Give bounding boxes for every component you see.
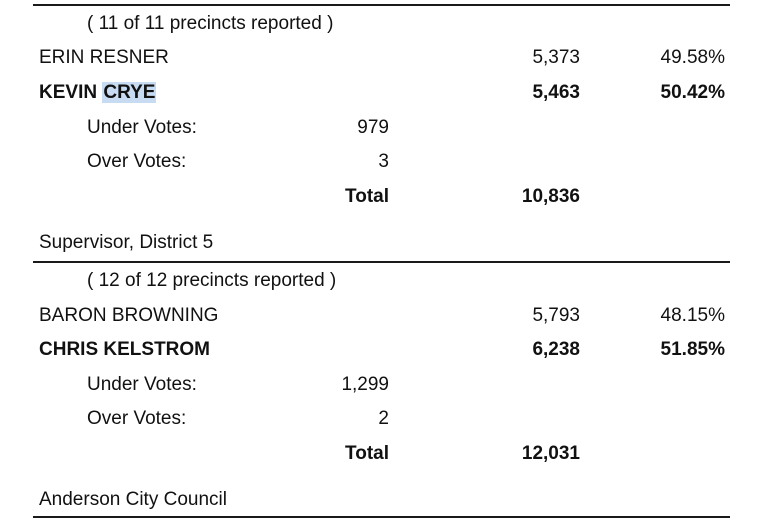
race-title: Anderson City Council xyxy=(39,489,227,510)
total-label: Total xyxy=(345,186,389,207)
candidate-votes: 5,793 xyxy=(532,305,580,326)
candidate-name: ERIN RESNER xyxy=(39,47,169,68)
section-divider xyxy=(33,516,730,518)
candidate-name: BARON BROWNING xyxy=(39,305,219,326)
candidate-percent: 48.15% xyxy=(660,305,725,326)
under-votes-label: Under Votes: xyxy=(87,374,197,395)
precincts-reported: ( 12 of 12 precincts reported ) xyxy=(87,270,337,291)
candidate-name-text: KEVIN xyxy=(39,82,103,103)
total-label: Total xyxy=(345,443,389,464)
candidate-votes: 6,238 xyxy=(532,339,580,360)
candidate-percent: 49.58% xyxy=(660,47,725,68)
over-votes-label: Over Votes: xyxy=(87,151,187,172)
race-title: Supervisor, District 5 xyxy=(39,232,214,253)
section-divider xyxy=(33,261,730,263)
candidate-name-winner: CHRIS KELSTROM xyxy=(39,339,210,360)
selected-text-highlight[interactable]: CRYE xyxy=(103,82,156,103)
over-votes-label: Over Votes: xyxy=(87,408,187,429)
total-value: 12,031 xyxy=(521,443,580,464)
section-divider xyxy=(33,4,730,6)
candidate-votes: 5,463 xyxy=(532,82,580,103)
precincts-reported: ( 11 of 11 precincts reported ) xyxy=(87,13,334,34)
candidate-votes: 5,373 xyxy=(532,47,580,68)
candidate-percent: 50.42% xyxy=(660,82,725,103)
over-votes-value: 2 xyxy=(378,408,389,429)
total-value: 10,836 xyxy=(521,186,580,207)
under-votes-label: Under Votes: xyxy=(87,117,197,138)
under-votes-value: 1,299 xyxy=(341,374,389,395)
candidate-name-winner[interactable] xyxy=(39,82,156,104)
under-votes-value: 979 xyxy=(357,117,389,138)
candidate-percent: 51.85% xyxy=(660,339,725,360)
over-votes-value: 3 xyxy=(378,151,389,172)
